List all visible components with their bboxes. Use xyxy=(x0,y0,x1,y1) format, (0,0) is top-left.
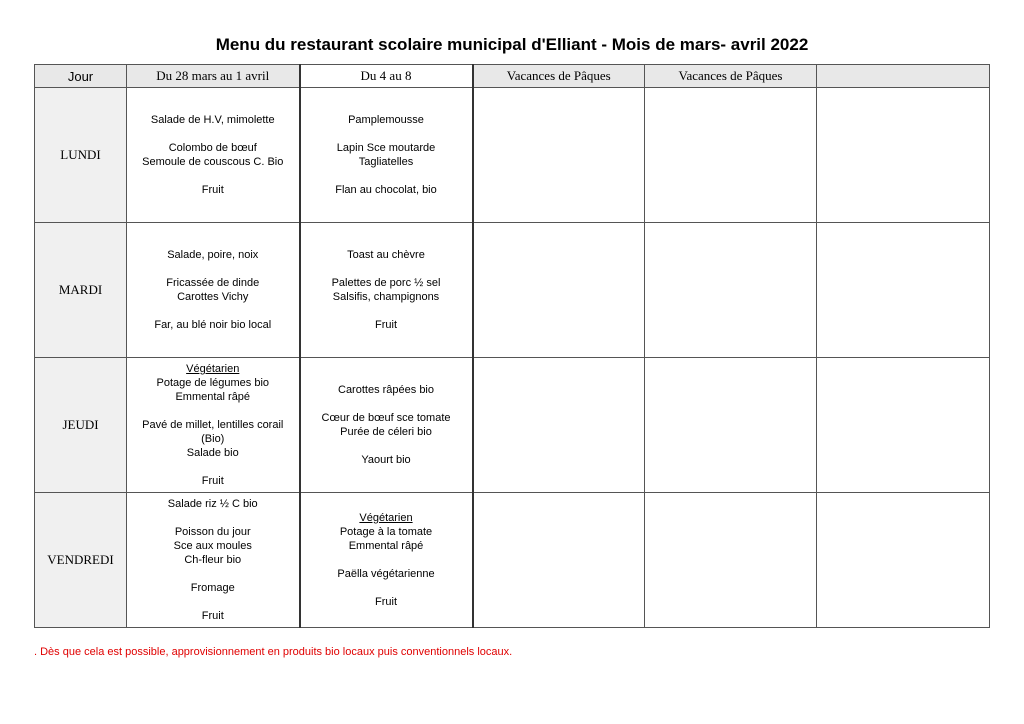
menu-line: Salsifis, champignons xyxy=(332,291,440,303)
menu-line xyxy=(301,262,472,276)
menu-line xyxy=(127,567,299,581)
empty-cell xyxy=(473,223,645,358)
menu-line xyxy=(127,169,299,183)
table-row xyxy=(35,88,990,223)
menu-line: Colombo de bœuf xyxy=(168,142,257,154)
menu-line: Poisson du jour xyxy=(174,526,251,538)
menu-line: Pamplemousse xyxy=(348,114,424,126)
menu-line: Sce aux moules xyxy=(173,540,252,552)
empty-cell xyxy=(817,493,990,628)
menu-line: Pavé de millet, lentilles corail xyxy=(142,419,284,431)
table-row xyxy=(35,358,990,493)
menu-line: Salade riz ½ C bio xyxy=(167,498,258,510)
header-week-5 xyxy=(817,65,990,88)
empty-cell xyxy=(645,223,817,358)
menu-line: Salade, poire, noix xyxy=(167,249,259,261)
menu-line: Flan au chocolat, bio xyxy=(335,184,437,196)
menu-line: Emmental râpé xyxy=(175,391,251,403)
menu-line: Lapin Sce moutarde xyxy=(336,142,436,154)
meal-cell-week1 xyxy=(127,88,300,223)
menu-line xyxy=(127,262,299,276)
empty-cell xyxy=(817,88,990,223)
meal-cell-week1 xyxy=(127,358,300,493)
empty-cell xyxy=(817,358,990,493)
header-week-1: Du 28 mars au 1 avril xyxy=(127,65,300,88)
menu-line xyxy=(301,581,472,595)
empty-cell xyxy=(645,88,817,223)
menu-line: Potage de légumes bio xyxy=(156,377,270,389)
menu-line xyxy=(127,127,299,141)
menu-line xyxy=(127,511,299,525)
menu-line: Tagliatelles xyxy=(358,156,414,168)
meal-cell-week2 xyxy=(300,358,473,493)
day-label: LUNDI xyxy=(35,88,127,223)
menu-line xyxy=(127,304,299,318)
day-label: MARDI xyxy=(35,223,127,358)
menu-line: Semoule de couscous C. Bio xyxy=(142,156,284,168)
page-title: Menu du restaurant scolaire municipal d'Elliant - Mois de mars- avril 2022 xyxy=(215,35,809,54)
empty-cell xyxy=(473,88,645,223)
empty-cell xyxy=(645,358,817,493)
meal-cell-week1 xyxy=(127,493,300,628)
footnote: . Dès que cela est possible, approvisionnement en produits bio locaux puis conventionnels locaux. xyxy=(34,646,513,658)
menu-line: Carottes râpées bio xyxy=(338,384,434,396)
menu-line: Fricassée de dinde xyxy=(166,277,260,289)
meal-cell-week2 xyxy=(300,493,473,628)
header-jour: Jour xyxy=(35,65,127,88)
menu-line xyxy=(127,595,299,609)
menu-line: Fromage xyxy=(190,582,235,594)
header-week-3: Vacances de Pâques xyxy=(473,65,645,88)
table-row xyxy=(35,493,990,628)
empty-cell xyxy=(473,493,645,628)
menu-line xyxy=(127,460,299,474)
menu-line xyxy=(301,553,472,567)
meal-cell-week2 xyxy=(300,88,473,223)
menu-line: (Bio) xyxy=(201,433,225,445)
menu-line: Cœur de bœuf sce tomate xyxy=(321,412,451,424)
menu-line: Toast au chèvre xyxy=(347,249,425,261)
menu-line: Ch-fleur bio xyxy=(184,554,242,566)
day-label: VENDREDI xyxy=(35,493,127,628)
header-week-4: Vacances de Pâques xyxy=(645,65,817,88)
empty-cell xyxy=(645,493,817,628)
menu-line: Potage à la tomate xyxy=(339,526,433,538)
menu-line: Paëlla végétarienne xyxy=(337,568,435,580)
menu-line xyxy=(301,127,472,141)
header-week-2: Du 4 au 8 xyxy=(300,65,473,88)
menu-line: Fruit xyxy=(201,610,224,622)
menu-line: Fruit xyxy=(201,475,224,487)
meal-cell-week2 xyxy=(300,223,473,358)
table-row xyxy=(35,223,990,358)
menu-line xyxy=(301,169,472,183)
menu-line: Emmental râpé xyxy=(348,540,424,552)
empty-cell xyxy=(473,358,645,493)
menu-line: Yaourt bio xyxy=(361,454,411,466)
day-label: JEUDI xyxy=(35,358,127,493)
menu-line: Fruit xyxy=(201,184,224,196)
menu-line: Salade de H.V, mimolette xyxy=(150,114,275,126)
menu-line xyxy=(301,397,472,411)
empty-cell xyxy=(817,223,990,358)
menu-line: Fruit xyxy=(375,319,397,331)
header-row xyxy=(35,65,990,88)
menu-line xyxy=(301,304,472,318)
menu-line: Fruit xyxy=(375,596,397,608)
menu-line: Végétarien xyxy=(359,512,413,524)
menu-table xyxy=(34,64,990,628)
menu-line: Végétarien xyxy=(186,363,240,375)
menu-line: Purée de céleri bio xyxy=(340,426,432,438)
menu-line xyxy=(301,439,472,453)
menu-line: Carottes Vichy xyxy=(177,291,249,303)
menu-line xyxy=(127,404,299,418)
meal-cell-week1 xyxy=(127,223,300,358)
menu-line: Palettes de porc ½ sel xyxy=(331,277,441,289)
menu-line: Far, au blé noir bio local xyxy=(154,319,272,331)
menu-line: Salade bio xyxy=(186,447,239,459)
